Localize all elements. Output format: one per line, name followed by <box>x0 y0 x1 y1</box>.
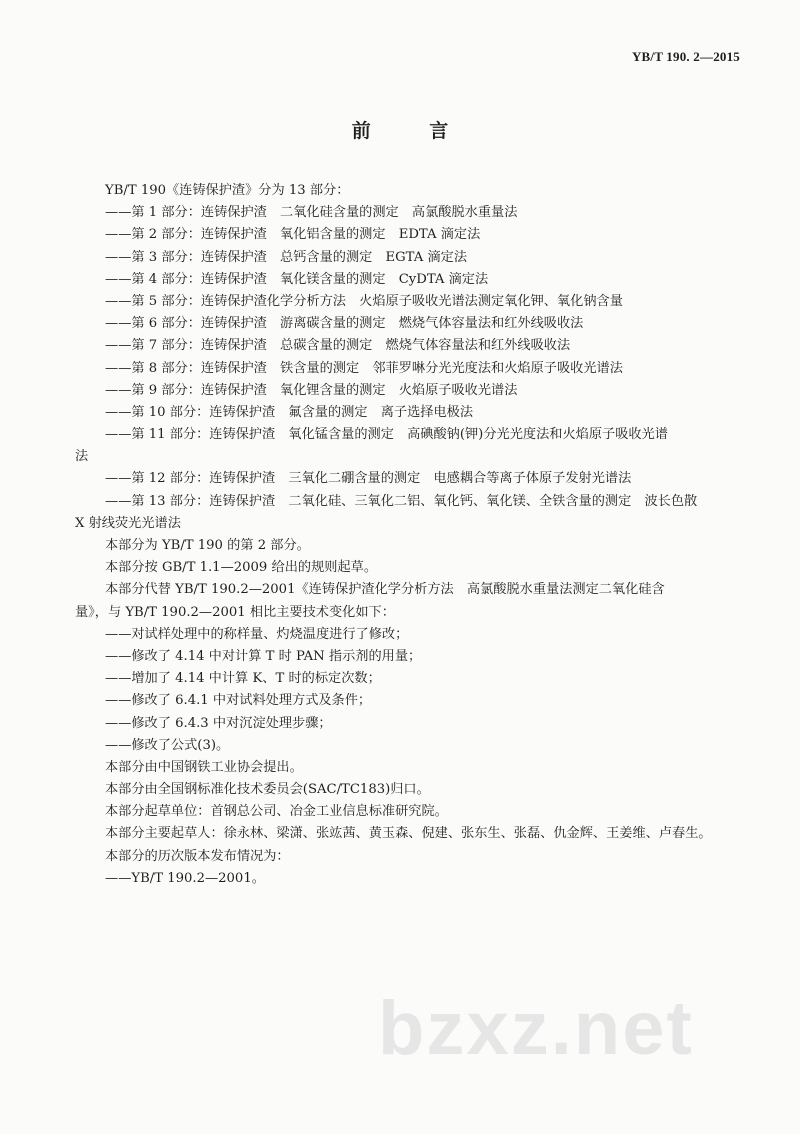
text-line: ——第 6 部分：连铸保护渣 游离碳含量的测定 燃烧气体容量法和红外线吸收法 <box>105 316 584 332</box>
text-line: ——增加了 4.14 中计算 K、T 时的标定次数； <box>105 671 381 687</box>
text-line: ——第 11 部分：连铸保护渣 氧化锰含量的测定 高碘酸钠(钾)分光光度法和火焰原子吸收光谱 <box>105 427 668 443</box>
text-line: 本部分按 GB/T 1.1—2009 给出的规则起草。 <box>105 560 378 576</box>
text-line: ——第 10 部分：连铸保护渣 氟含量的测定 离子选择电极法 <box>105 404 474 420</box>
text-line: 法 <box>75 449 89 465</box>
text-line: ——第 4 部分：连铸保护渣 氧化镁含量的测定 CyDTA 滴定法 <box>105 271 489 287</box>
text-line: 本部分主要起草人：徐永林、梁潇、张竑茜、黄玉森、倪建、张东生、张磊、仇金辉、王姜维、卢春生。 <box>105 826 712 842</box>
watermark: bzxz.net <box>378 986 694 1071</box>
text-line: 本部分的历次版本发布情况为： <box>105 848 290 864</box>
text-line: 本部分为 YB/T 190 的第 2 部分。 <box>105 538 310 553</box>
text-line: ——第 5 部分：连铸保护渣化学分析方法 火焰原子吸收光谱法测定氧化钾、氧化钠含量 <box>105 293 623 309</box>
text-line: ——第 12 部分：连铸保护渣 三氧化二硼含量的测定 电感耦合等离子体原子发射光谱法 <box>105 471 632 487</box>
text-line: ——第 8 部分：连铸保护渣 铁含量的测定 邻菲罗啉分光光度法和火焰原子吸收光谱法 <box>105 360 623 376</box>
text-line: ——修改了 6.4.1 中对试料处理方式及条件； <box>105 693 372 709</box>
text-line: YB/T 190《连铸保护渣》分为 13 部分： <box>105 183 350 198</box>
text-line: 本部分由全国钢标准化技术委员会(SAC/TC183)归口。 <box>105 782 430 798</box>
foreword-body <box>75 180 735 890</box>
text-line: ——第 1 部分：连铸保护渣 二氧化硅含量的测定 高氯酸脱水重量法 <box>105 205 518 221</box>
text-line: ——第 13 部分：连铸保护渣 二氧化硅、三氧化二铝、氧化钙、氧化镁、全铁含量的测定 波长色散 <box>105 493 698 509</box>
text-line: ——第 7 部分：连铸保护渣 总碳含量的测定 燃烧气体容量法和红外线吸收法 <box>105 338 571 354</box>
document-code-header: YB/T 190. 2—2015 <box>631 49 740 64</box>
text-line: ——第 2 部分：连铸保护渣 氧化铝含量的测定 EDTA 滴定法 <box>105 227 481 243</box>
text-line: ——对试样处理中的称样量、灼烧温度进行了修改； <box>105 626 409 642</box>
text-line: ——修改了公式(3)。 <box>105 737 230 753</box>
page-title: 前 言 <box>351 120 475 142</box>
text-line: 本部分起草单位：首钢总公司、冶金工业信息标准研究院。 <box>105 804 448 820</box>
text-line: ——修改了 6.4.3 中对沉淀处理步骤； <box>105 715 332 731</box>
text-line: ——第 3 部分：连铸保护渣 总钙含量的测定 EGTA 滴定法 <box>105 249 468 265</box>
text-line: 本部分代替 YB/T 190.2—2001《连铸保护渣化学分析方法 高氯酸脱水重量法测定二氧化硅含 <box>105 582 665 598</box>
text-line: X 射线荧光光谱法 <box>75 515 181 531</box>
text-line: ——修改了 4.14 中对计算 T 时 PAN 指示剂的用量； <box>105 648 422 664</box>
text-line: 量》，与 YB/T 190.2—2001 相比主要技术变化如下： <box>75 604 395 620</box>
text-line: ——YB/T 190.2—2001。 <box>105 870 265 886</box>
text-line: 本部分由中国钢铁工业协会提出。 <box>105 759 303 775</box>
text-line: ——第 9 部分：连铸保护渣 氧化锂含量的测定 火焰原子吸收光谱法 <box>105 382 518 398</box>
